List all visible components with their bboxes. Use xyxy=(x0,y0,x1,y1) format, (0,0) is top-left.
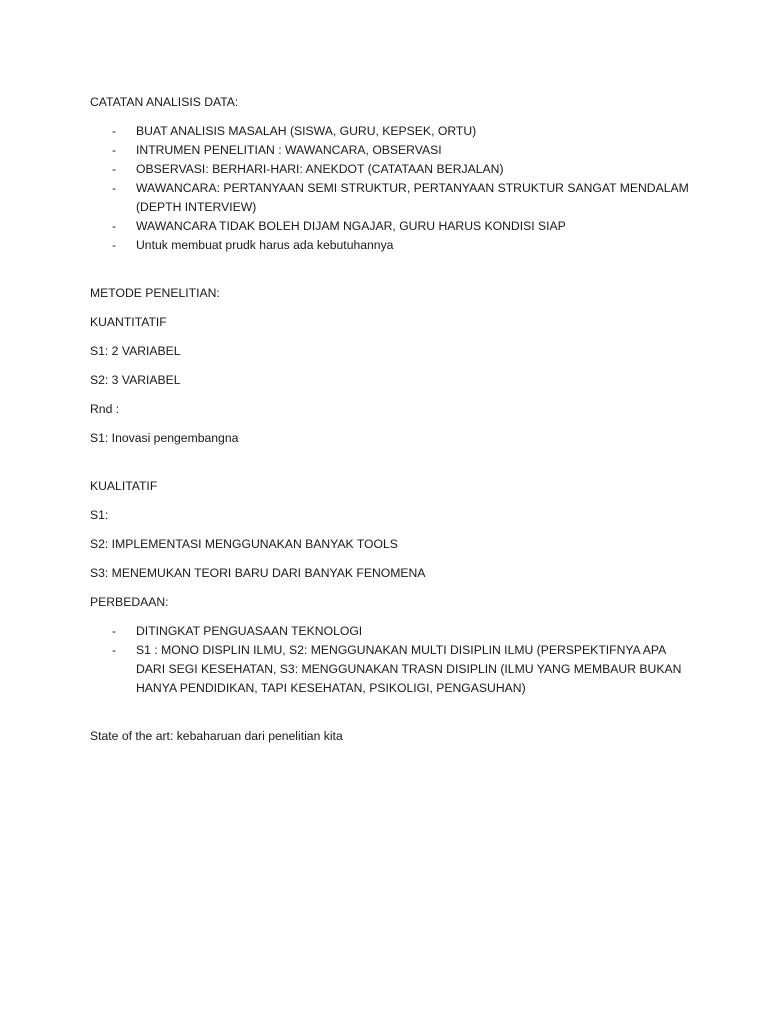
list-item-text: WAWANCARA TIDAK BOLEH DIJAM NGAJAR, GURU HARUS KONDISI SIAP xyxy=(136,219,566,233)
perbedaan-heading: PERBEDAAN: xyxy=(90,595,169,609)
bullet-dash: - xyxy=(112,624,117,638)
document-page xyxy=(90,93,690,756)
bullet-dash: - xyxy=(112,124,117,138)
list-item xyxy=(90,160,690,179)
blank-line xyxy=(90,708,690,727)
perbedaan-list xyxy=(90,622,690,698)
bullet-dash: - xyxy=(112,643,117,657)
list-item xyxy=(90,236,690,255)
kualitatif-s1: S1: xyxy=(90,508,109,522)
list-item xyxy=(90,641,690,698)
list-item xyxy=(90,122,690,141)
list-item-text: DITINGKAT PENGUASAAN TEKNOLOGI xyxy=(136,624,363,638)
list-item-text: BUAT ANALISIS MASALAH (SISWA, GURU, KEPSEK, ORTU) xyxy=(136,124,477,138)
blank-line xyxy=(90,458,690,477)
list-item xyxy=(90,141,690,160)
catatan-heading: CATATAN ANALISIS DATA: xyxy=(90,95,239,109)
list-item-text: S1 : MONO DISPLIN ILMU, S2: MENGGUNAKAN MULTI DISIPLIN ILMU (PERSPEKTIFNYA APA DARI SEGI KESEHATAN, S3: MENGGUNAKAN TRASN DISIPLIN (ILMU YANG MEMBAUR BUKAN HANYA PENDIDIKAN, TAPI KESEHATAN, PSIKOLIGI, PENGASUHAN) xyxy=(136,643,682,695)
list-item xyxy=(90,217,690,236)
kualitatif-s3: S3: MENEMUKAN TEORI BARU DARI BANYAK FENOMENA xyxy=(90,566,426,580)
bullet-dash: - xyxy=(112,143,117,157)
list-item-text: INTRUMEN PENELITIAN : WAWANCARA, OBSERVASI xyxy=(136,143,442,157)
list-item xyxy=(90,622,690,641)
list-item-text: Untuk membuat prudk harus ada kebutuhannya xyxy=(136,238,394,252)
kualitatif-s2: S2: IMPLEMENTASI MENGGUNAKAN BANYAK TOOLS xyxy=(90,537,398,551)
kuantitatif-s1: S1: 2 VARIABEL xyxy=(90,344,181,358)
list-item xyxy=(90,179,690,217)
blank-line xyxy=(90,265,690,284)
list-item-text: WAWANCARA: PERTANYAAN SEMI STRUKTUR, PERTANYAAN STRUKTUR SANGAT MENDALAM (DEPTH INTERVIEW) xyxy=(136,181,689,214)
kuantitatif-heading: KUANTITATIF xyxy=(90,315,167,329)
metode-heading: METODE PENELITIAN: xyxy=(90,286,220,300)
bullet-dash: - xyxy=(112,181,117,195)
bullet-dash: - xyxy=(112,219,117,233)
list-item-text: OBSERVASI: BERHARI-HARI: ANEKDOT (CATATAAN BERJALAN) xyxy=(136,162,504,176)
rnd-s1: S1: Inovasi pengembangna xyxy=(90,431,239,445)
bullet-dash: - xyxy=(112,162,117,176)
rnd-heading: Rnd : xyxy=(90,402,120,416)
kuantitatif-s2: S2: 3 VARIABEL xyxy=(90,373,181,387)
catatan-list xyxy=(90,122,690,255)
kualitatif-heading: KUALITATIF xyxy=(90,479,158,493)
state-of-art-text: State of the art: kebaharuan dari penelitian kita xyxy=(90,729,343,743)
bullet-dash: - xyxy=(112,238,117,252)
